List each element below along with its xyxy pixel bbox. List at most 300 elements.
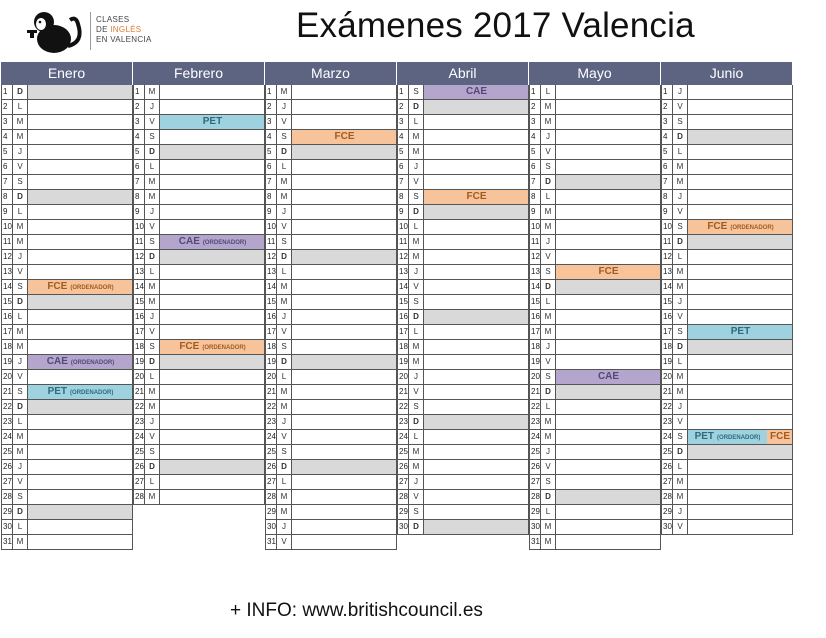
- day-cell: [28, 475, 133, 489]
- day-cell: [160, 190, 265, 204]
- day-number: 12: [397, 250, 409, 264]
- weekday-letter: S: [541, 265, 556, 279]
- day-row: [1, 115, 133, 130]
- day-row: [397, 340, 529, 355]
- day-cell: [556, 190, 661, 204]
- day-cell: [556, 325, 661, 339]
- day-cell: [556, 175, 661, 189]
- day-cell: [292, 100, 397, 114]
- weekday-letter: S: [673, 430, 688, 444]
- weekday-letter: M: [541, 100, 556, 114]
- day-cell: [556, 235, 661, 249]
- column-border: [397, 85, 398, 535]
- day-cell: [292, 310, 397, 324]
- day-row: [661, 430, 793, 445]
- day-row: [265, 490, 397, 505]
- day-number: 28: [397, 490, 409, 504]
- weekday-letter: M: [541, 415, 556, 429]
- day-number: 8: [265, 190, 277, 204]
- weekday-letter: M: [145, 400, 160, 414]
- day-number: 29: [661, 505, 673, 519]
- weekday-letter: D: [541, 175, 556, 189]
- day-row: [1, 400, 133, 415]
- weekday-letter: L: [409, 220, 424, 234]
- exam-fce-badge: [160, 340, 265, 354]
- day-cell: [424, 355, 529, 369]
- day-cell: [688, 85, 793, 99]
- day-cell: [292, 475, 397, 489]
- day-row: [661, 115, 793, 130]
- month-header: Enero: [1, 62, 133, 85]
- day-cell: [160, 220, 265, 234]
- day-row: [529, 205, 661, 220]
- day-cell: [28, 250, 133, 264]
- day-number: 27: [133, 475, 145, 489]
- day-row: [265, 145, 397, 160]
- day-number: 7: [529, 175, 541, 189]
- day-cell: [424, 205, 529, 219]
- weekday-letter: D: [541, 385, 556, 399]
- day-row: [133, 370, 265, 385]
- day-row: [529, 115, 661, 130]
- day-number: 18: [661, 340, 673, 354]
- day-row: [265, 265, 397, 280]
- day-row: [133, 490, 265, 505]
- weekday-letter: S: [409, 505, 424, 519]
- day-cell: [28, 205, 133, 219]
- weekday-letter: D: [409, 310, 424, 324]
- day-number: 16: [133, 310, 145, 324]
- day-number: 25: [529, 445, 541, 459]
- exam-label: FCE: [47, 281, 68, 292]
- exam-label: FCE: [770, 431, 790, 442]
- day-row: [661, 370, 793, 385]
- day-row: [1, 460, 133, 475]
- day-number: 18: [1, 340, 13, 354]
- weekday-letter: D: [277, 355, 292, 369]
- day-cell: [424, 505, 529, 519]
- day-cell: [28, 280, 133, 294]
- weekday-letter: M: [145, 385, 160, 399]
- weekday-letter: S: [409, 400, 424, 414]
- day-row: [265, 295, 397, 310]
- day-cell: [688, 250, 793, 264]
- day-number: 11: [397, 235, 409, 249]
- day-number: 13: [397, 265, 409, 279]
- weekday-letter: V: [409, 385, 424, 399]
- day-row: [265, 130, 397, 145]
- day-cell: [160, 430, 265, 444]
- day-number: 6: [1, 160, 13, 174]
- day-number: 26: [1, 460, 13, 474]
- day-cell: [292, 520, 397, 534]
- weekday-letter: J: [541, 340, 556, 354]
- day-cell: [292, 355, 397, 369]
- day-number: 24: [265, 430, 277, 444]
- day-cell: [28, 100, 133, 114]
- day-cell: [292, 115, 397, 129]
- weekday-letter: M: [673, 265, 688, 279]
- day-number: 3: [1, 115, 13, 129]
- day-number: 4: [661, 130, 673, 144]
- day-number: 27: [397, 475, 409, 489]
- day-cell: [688, 445, 793, 459]
- day-cell: [556, 280, 661, 294]
- weekday-letter: J: [541, 130, 556, 144]
- day-number: 24: [397, 430, 409, 444]
- day-row: [133, 415, 265, 430]
- month-header: Junio: [661, 62, 793, 85]
- day-cell: [424, 370, 529, 384]
- day-cell: [28, 235, 133, 249]
- weekday-letter: J: [13, 145, 28, 159]
- day-number: 6: [529, 160, 541, 174]
- calendar-grid: [1, 62, 794, 551]
- day-number: 26: [529, 460, 541, 474]
- day-row: [133, 130, 265, 145]
- weekday-letter: M: [13, 325, 28, 339]
- day-cell: [160, 250, 265, 264]
- page-title: Exámenes 2017 Valencia: [296, 6, 695, 45]
- day-row: [1, 490, 133, 505]
- day-row: [529, 460, 661, 475]
- day-row: [133, 400, 265, 415]
- month-column-1: [133, 62, 265, 501]
- weekday-letter: V: [277, 115, 292, 129]
- exam-label: PET: [694, 431, 715, 442]
- day-number: 19: [661, 355, 673, 369]
- day-row: [529, 340, 661, 355]
- day-number: 3: [661, 115, 673, 129]
- day-row: [397, 310, 529, 325]
- day-row: [529, 220, 661, 235]
- day-number: 22: [265, 400, 277, 414]
- day-cell: [688, 475, 793, 489]
- day-cell: [160, 445, 265, 459]
- weekday-letter: M: [277, 190, 292, 204]
- weekday-letter: L: [277, 160, 292, 174]
- day-cell: [28, 490, 133, 504]
- day-row: [397, 460, 529, 475]
- day-number: 20: [397, 370, 409, 384]
- weekday-letter: L: [541, 85, 556, 99]
- exam-label: FCE: [466, 191, 487, 202]
- day-cell: [292, 85, 397, 99]
- weekday-letter: M: [673, 490, 688, 504]
- weekday-letter: V: [277, 325, 292, 339]
- day-row: [529, 235, 661, 250]
- column-border: [265, 85, 266, 550]
- day-number: 12: [133, 250, 145, 264]
- day-number: 19: [1, 355, 13, 369]
- day-number: 6: [133, 160, 145, 174]
- day-number: 28: [1, 490, 13, 504]
- day-number: 9: [265, 205, 277, 219]
- day-number: 3: [529, 115, 541, 129]
- weekday-letter: L: [541, 400, 556, 414]
- day-row: [397, 100, 529, 115]
- exam-sublabel: (ORDENADOR): [70, 390, 114, 396]
- day-row: [397, 490, 529, 505]
- weekday-letter: J: [673, 85, 688, 99]
- day-row: [397, 130, 529, 145]
- day-row: [1, 340, 133, 355]
- exam-sublabel: (ORDENADOR): [717, 435, 761, 441]
- weekday-letter: S: [13, 175, 28, 189]
- weekday-letter: D: [673, 445, 688, 459]
- exam-pet-badge: [160, 115, 265, 129]
- day-cell: [160, 280, 265, 294]
- day-row: [1, 235, 133, 250]
- day-number: 7: [661, 175, 673, 189]
- day-row: [1, 250, 133, 265]
- weekday-letter: V: [541, 355, 556, 369]
- day-row: [661, 100, 793, 115]
- day-cell: [688, 265, 793, 279]
- exam-pet-badge: [28, 385, 133, 399]
- day-number: 10: [133, 220, 145, 234]
- weekday-letter: J: [409, 475, 424, 489]
- weekday-letter: M: [145, 190, 160, 204]
- day-number: 10: [1, 220, 13, 234]
- day-row: [1, 535, 133, 550]
- weekday-letter: D: [541, 280, 556, 294]
- monkey-logo-icon: [24, 6, 88, 56]
- day-cell: [424, 520, 529, 534]
- day-cell: [160, 175, 265, 189]
- weekday-letter: J: [145, 415, 160, 429]
- exam-label: PET: [730, 326, 751, 337]
- weekday-letter: J: [277, 100, 292, 114]
- weekday-letter: V: [541, 250, 556, 264]
- day-row: [397, 115, 529, 130]
- day-row: [661, 415, 793, 430]
- day-number: 5: [1, 145, 13, 159]
- day-number: 17: [1, 325, 13, 339]
- day-cell: [556, 400, 661, 414]
- day-number: 21: [133, 385, 145, 399]
- day-cell: [556, 115, 661, 129]
- day-cell: [292, 460, 397, 474]
- day-cell: [28, 85, 133, 99]
- day-row: [661, 340, 793, 355]
- day-cell: [292, 535, 397, 549]
- day-cell: [160, 340, 265, 354]
- day-number: 2: [529, 100, 541, 114]
- day-row: [133, 445, 265, 460]
- weekday-letter: V: [145, 325, 160, 339]
- day-cell: [160, 265, 265, 279]
- day-number: 17: [133, 325, 145, 339]
- day-number: 10: [661, 220, 673, 234]
- day-number: 23: [397, 415, 409, 429]
- weekday-letter: M: [541, 220, 556, 234]
- day-number: 14: [265, 280, 277, 294]
- day-cell: [688, 145, 793, 159]
- day-cell: [292, 160, 397, 174]
- day-row: [133, 325, 265, 340]
- day-cell: [28, 115, 133, 129]
- weekday-letter: V: [13, 475, 28, 489]
- weekday-letter: J: [541, 445, 556, 459]
- day-row: [1, 190, 133, 205]
- logo-text: [96, 15, 152, 45]
- day-number: 18: [133, 340, 145, 354]
- day-cell: [28, 415, 133, 429]
- weekday-letter: S: [13, 490, 28, 504]
- day-cell: [688, 160, 793, 174]
- day-number: 15: [133, 295, 145, 309]
- day-cell: [424, 295, 529, 309]
- day-cell: [556, 520, 661, 534]
- weekday-letter: M: [13, 220, 28, 234]
- day-row: [397, 475, 529, 490]
- day-number: 30: [265, 520, 277, 534]
- weekday-letter: M: [673, 160, 688, 174]
- day-number: 8: [1, 190, 13, 204]
- day-row: [133, 205, 265, 220]
- day-cell: [292, 280, 397, 294]
- weekday-letter: M: [409, 340, 424, 354]
- day-cell: [556, 85, 661, 99]
- day-row: [397, 250, 529, 265]
- day-cell: [688, 355, 793, 369]
- weekday-letter: J: [409, 370, 424, 384]
- day-number: 23: [1, 415, 13, 429]
- day-number: 20: [529, 370, 541, 384]
- day-cell: [424, 415, 529, 429]
- day-cell: [556, 460, 661, 474]
- day-cell: [556, 265, 661, 279]
- day-cell: [160, 145, 265, 159]
- day-number: 19: [529, 355, 541, 369]
- weekday-letter: S: [145, 130, 160, 144]
- day-number: 1: [529, 85, 541, 99]
- weekday-letter: M: [145, 85, 160, 99]
- day-row: [265, 370, 397, 385]
- day-number: 26: [133, 460, 145, 474]
- day-cell: [28, 505, 133, 519]
- day-row: [661, 175, 793, 190]
- day-row: [529, 310, 661, 325]
- day-row: [529, 130, 661, 145]
- weekday-letter: J: [145, 205, 160, 219]
- day-cell: [556, 445, 661, 459]
- weekday-letter: D: [13, 400, 28, 414]
- day-row: [661, 85, 793, 100]
- weekday-letter: D: [145, 145, 160, 159]
- weekday-letter: M: [13, 340, 28, 354]
- day-cell: [160, 370, 265, 384]
- day-cell: [28, 385, 133, 399]
- day-cell: [28, 220, 133, 234]
- day-number: 15: [661, 295, 673, 309]
- exam-fce-badge: [556, 265, 661, 279]
- day-row: [397, 235, 529, 250]
- day-cell: [424, 250, 529, 264]
- day-cell: [160, 475, 265, 489]
- day-number: 30: [1, 520, 13, 534]
- day-number: 19: [265, 355, 277, 369]
- column-border: [792, 85, 793, 535]
- day-number: 23: [133, 415, 145, 429]
- day-row: [397, 265, 529, 280]
- day-cell: [688, 400, 793, 414]
- day-number: 9: [133, 205, 145, 219]
- month-header: Febrero: [133, 62, 265, 85]
- day-cell: [688, 460, 793, 474]
- day-number: 3: [397, 115, 409, 129]
- weekday-letter: L: [409, 430, 424, 444]
- weekday-letter: M: [13, 445, 28, 459]
- weekday-letter: V: [145, 115, 160, 129]
- day-number: 21: [661, 385, 673, 399]
- day-cell: [28, 265, 133, 279]
- day-row: [265, 340, 397, 355]
- day-number: 25: [1, 445, 13, 459]
- weekday-letter: M: [409, 235, 424, 249]
- exam-label: FCE: [707, 221, 728, 232]
- weekday-letter: L: [277, 265, 292, 279]
- day-cell: [28, 175, 133, 189]
- day-cell: [556, 145, 661, 159]
- weekday-letter: L: [13, 100, 28, 114]
- day-number: 15: [397, 295, 409, 309]
- day-cell: [28, 295, 133, 309]
- exam-fce-badge: [688, 220, 793, 234]
- exam-pet-badge: [688, 325, 793, 339]
- weekday-letter: M: [13, 115, 28, 129]
- day-cell: [688, 520, 793, 534]
- weekday-letter: M: [541, 310, 556, 324]
- day-number: 9: [397, 205, 409, 219]
- day-row: [1, 175, 133, 190]
- day-number: 22: [661, 400, 673, 414]
- day-cell: [556, 475, 661, 489]
- day-row: [661, 310, 793, 325]
- weekday-letter: J: [673, 505, 688, 519]
- day-cell: [688, 280, 793, 294]
- logo-line-3: EN VALENCIA: [96, 35, 152, 44]
- day-cell: [424, 100, 529, 114]
- day-number: 7: [133, 175, 145, 189]
- day-number: 30: [529, 520, 541, 534]
- day-row: [133, 280, 265, 295]
- day-cell: [292, 385, 397, 399]
- day-cell: [160, 295, 265, 309]
- weekday-letter: S: [277, 235, 292, 249]
- month-header: Mayo: [529, 62, 661, 85]
- weekday-letter: M: [145, 280, 160, 294]
- weekday-letter: M: [541, 325, 556, 339]
- day-number: 14: [133, 280, 145, 294]
- day-row: [397, 370, 529, 385]
- day-row: [1, 385, 133, 400]
- weekday-letter: D: [409, 205, 424, 219]
- day-cell: [28, 355, 133, 369]
- day-number: 8: [661, 190, 673, 204]
- day-cell: [424, 400, 529, 414]
- day-cell: [160, 415, 265, 429]
- day-row: [529, 490, 661, 505]
- weekday-letter: L: [13, 520, 28, 534]
- exam-fce-badge: [28, 280, 133, 294]
- day-number: 7: [397, 175, 409, 189]
- exam-label: PET: [47, 386, 68, 397]
- weekday-letter: D: [145, 355, 160, 369]
- day-number: 23: [265, 415, 277, 429]
- day-row: [397, 295, 529, 310]
